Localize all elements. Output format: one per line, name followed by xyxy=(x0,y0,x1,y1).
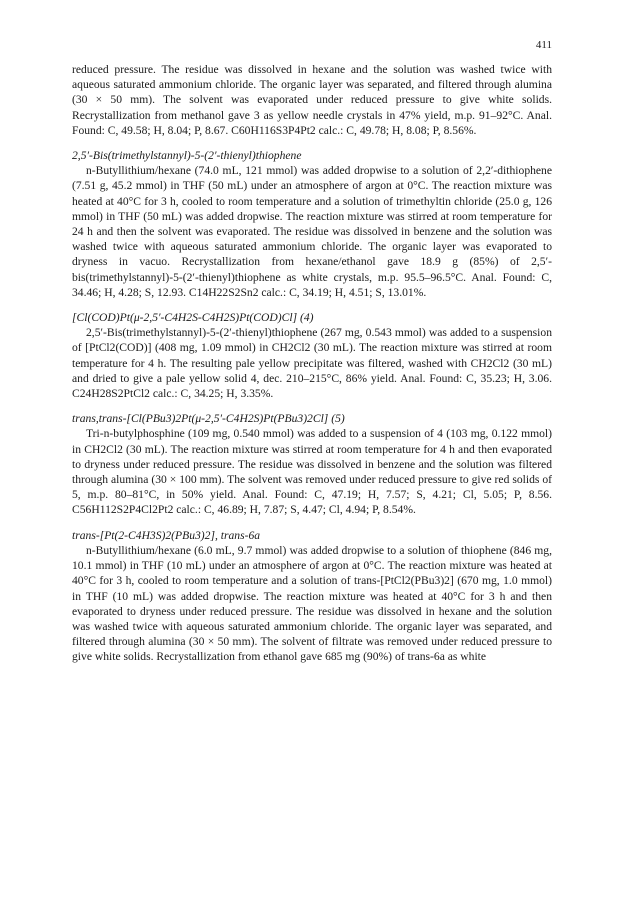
article-body xyxy=(72,62,552,665)
page-number: 411 xyxy=(535,39,552,51)
paragraph-bis-stannyl-synthesis: n-Butyllithium/hexane (74.0 mL, 121 mmol) was added dropwise to a solution of 2,2′-dithiophene (7.51 g, 45.2 mmol) in THF (50 mL) under an atmosphere of argon at 0°C. The reaction mixture was heated at 40°C for 3 h, cooled to room temperature and a solution of trimethyltin chloride (25.0 g, 126 mmol) in THF (50 mL) was added dropwise. The reaction mixture was stirred at room temperature for 24 h and then the solvent was evaporated. The residue was dissolved in benzene and the solution was washed twice with aqueous saturated ammonium chloride. The organic layer was evaporated to dryness in vacuo. Recrystallization from hexane/ethanol gave 18.9 g (85%) of 2,5′-bis(trimethylstannyl)-5-(2′-thienyl)thiophene as white crystals, m.p. 95.5–96.5°C. Anal. Found: C, 34.46; H, 4.28; S, 12.93. C14H22S2Sn2 calc.: C, 34.19; H, 4.51; S, 13.01%. xyxy=(72,164,552,299)
paragraph-compound-4-synthesis: 2,5′-Bis(trimethylstannyl)-5-(2′-thienyl)thiophene (267 mg, 0.543 mmol) was added to a suspension of [PtCl2(COD)] (408 mg, 1.09 mmol) in CH2Cl2 (30 mL). The reaction mixture was stirred at room temperature for 4 h. The resulting pale yellow precipitate was filtered, washed with CH2Cl2 (30 mL) and dried to give a pale yellow solid 4, dec. 210–215°C, 86% yield. Anal. Found: C, 35.23; H, 3.06. C24H28S2PtCl2 calc.: C, 34.25; H, 3.35%. xyxy=(72,326,552,401)
paragraph-trans-6a-synthesis: n-Butyllithium/hexane (6.0 mL, 9.7 mmol) was added dropwise to a solution of thiophene (846 mg, 10.1 mmol) in THF (10 mL) under an atmosphere of argon at 0°C. The reaction mixture was heated at 40°C for 3 h, cooled to room temperature and a solution of trans-[PtCl2(PBu3)2] (670 mg, 1.0 mmol) in THF (10 mL) was added dropwise. The reaction mixture was heated at 40°C for 3 h and then evaporated to dryness under reduced pressure. The residue was dissolved in hexane and the solution was washed twice with aqueous saturated ammonium chloride. The organic layer was separated, and filtered through alumina (30 × 50 mm). The solvent of filtrate was removed under reduced pressure to give white solids. Recrystallization from ethanol gave 685 mg (90%) of trans-6a as white xyxy=(72,543,552,664)
paragraph-compound-3-workup: reduced pressure. The residue was dissolved in hexane and the solution was washed twice with aqueous saturated ammonium chloride. The organic layer was separated, and filtered through alumina (30 × 50 mm). The solvent was evaporated under reduced pressure to give white solids. Recrystallization from methanol gave 3 as yellow needle crystals in 47% yield, m.p. 91–92°C. Anal. Found: C, 49.58; H, 8.04; P, 8.67. C60H116S3P4Pt2 calc.: C, 49.78; H, 8.08; P, 8.56%. xyxy=(72,63,552,137)
heading-bis-stannyl-bithiophene: 2,5′-Bis(trimethylstannyl)-5-(2′-thienyl)thiophene xyxy=(72,149,302,163)
heading-compound-5: trans,trans-[Cl(PBu3)2Pt(μ-2,5′-C4H2S)Pt(PBu3)2Cl] (5) xyxy=(72,412,345,426)
heading-compound-4: [Cl(COD)Pt(μ-2,5′-C4H2S-C4H2S)Pt(COD)Cl] (4) xyxy=(72,311,314,325)
paragraph-compound-5-synthesis: Tri-n-butylphosphine (109 mg, 0.540 mmol) was added to a suspension of 4 (103 mg, 0.122 mmol) in CH2Cl2 (30 mL). The reaction mixture was stirred at room temperature for 4 h and then evaporated to dryness under reduced pressure. The residue was dissolved in benzene and the solution was filtered through alumina (30 × 100 mm). The solvent was removed under reduced pressure to give red solids of 5, m.p. 80–81°C, in 50% yield. Anal. Found: C, 47.19; H, 7.57; S, 4.21; Cl, 5.05; P, 8.56. C56H112S2P4Cl2Pt2 calc.: C, 46.89; H, 7.87; S, 4.47; Cl, 4.94; P, 8.54%. xyxy=(72,427,552,517)
heading-trans-6a: trans-[Pt(2-C4H3S)2(PBu3)2], trans-6a xyxy=(72,528,261,542)
